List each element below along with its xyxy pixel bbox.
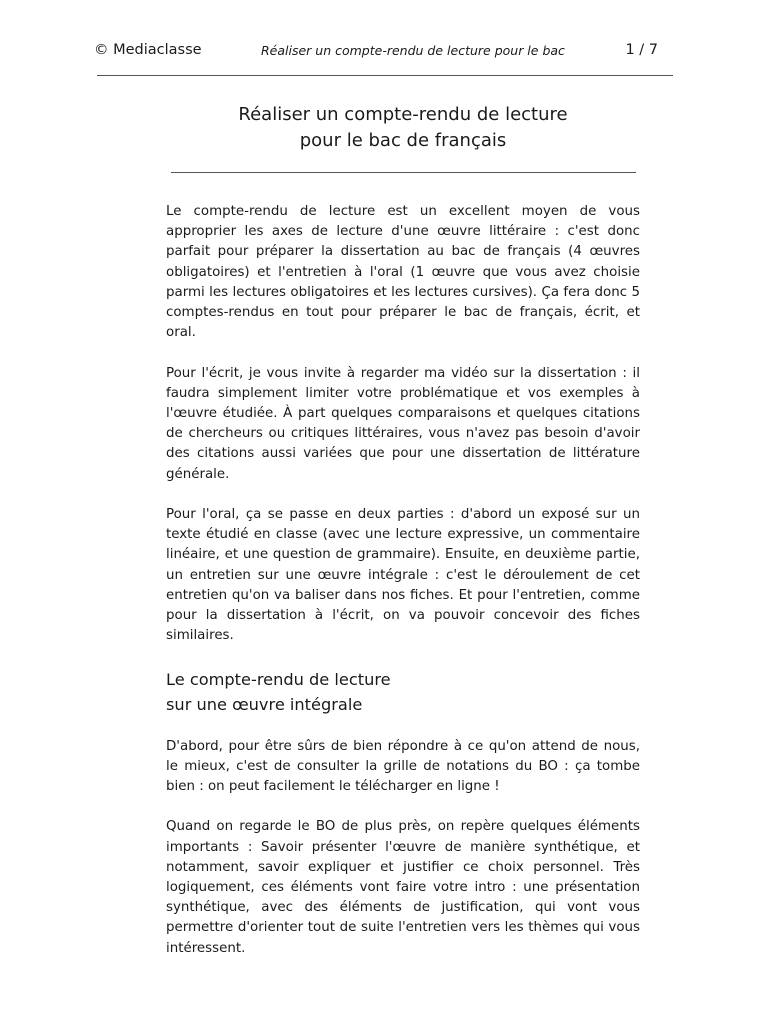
paragraph-elements: Quand on regarde le BO de plus près, on repère quelques éléments importants : Savoir présenter l'œuvre de manière synthétique, et notamment, savoir expliquer et justifier ce choix personnel. Très logiquement, ces éléments vont faire votre intro : une présentation synthétique, avec des éléments de justification, qui vont vous permettre d'orienter tout de suite l'entretien vers les thèmes qui vous intéressent. (166, 819, 640, 956)
page-number: 1 / 7 (625, 42, 658, 58)
copyright-label: © Mediaclasse (94, 42, 202, 58)
paragraph-ecrit: Pour l'écrit, je vous invite à regarder ma vidéo sur la dissertation : il faudra simplement limiter votre problématique et vos exemples à l'œuvre étudiée. À part quelques comparaisons et quelques citations de chercheurs ou critiques littéraires, vous n'avez pas besoin d'avoir des citations aussi variées que pour une dissertation de littérature générale. (166, 365, 640, 482)
section-heading-line-2: sur une œuvre intégrale (166, 694, 363, 714)
document-title-line-2: pour le bac de français (299, 130, 507, 151)
document-body (166, 202, 640, 979)
page-header (94, 42, 672, 64)
document-title (170, 102, 636, 154)
paragraph-oral: Pour l'oral, ça se passe en deux parties : d'abord un exposé sur un texte étudié en classe (avec une lecture expressive, un commentaire linéaire, et une question de grammaire). Ensuite, en deuxième partie, un entretien sur une œuvre intégrale : c'est le déroulement de cet entretien qu'on va baliser dans nos fiches. Et pour l'entretien, comme pour la dissertation à l'écrit, on va pouvoir concevoir des fiches similaires. (166, 507, 640, 644)
title-divider (171, 172, 636, 173)
section-heading-line-1: Le compte-rendu de lecture (166, 669, 391, 689)
document-title-line-1: Réaliser un compte-rendu de lecture (238, 104, 568, 125)
section-heading (166, 667, 640, 717)
header-divider (97, 75, 673, 76)
paragraph-intro: Le compte-rendu de lecture est un excellent moyen de vous approprier les axes de lecture d'une œuvre littéraire : c'est donc parfait pour préparer la dissertation au bac de français (4 œuvres obligatoires) et l'entretien à l'oral (1 œuvre que vous avez choisie parmi les lectures obligatoires et les lectures cursives). Ça fera donc 5 comptes-rendus en tout pour préparer le bac de français, écrit, et oral. (166, 204, 640, 341)
paragraph-bo: D'abord, pour être sûrs de bien répondre à ce qu'on attend de nous, le mieux, c'est de consulter la grille de notations du BO : ça tombe bien : on peut facilement le télécharger en ligne ! (166, 738, 640, 795)
running-title: Réaliser un compte-rendu de lecture pour le bac (261, 43, 565, 58)
